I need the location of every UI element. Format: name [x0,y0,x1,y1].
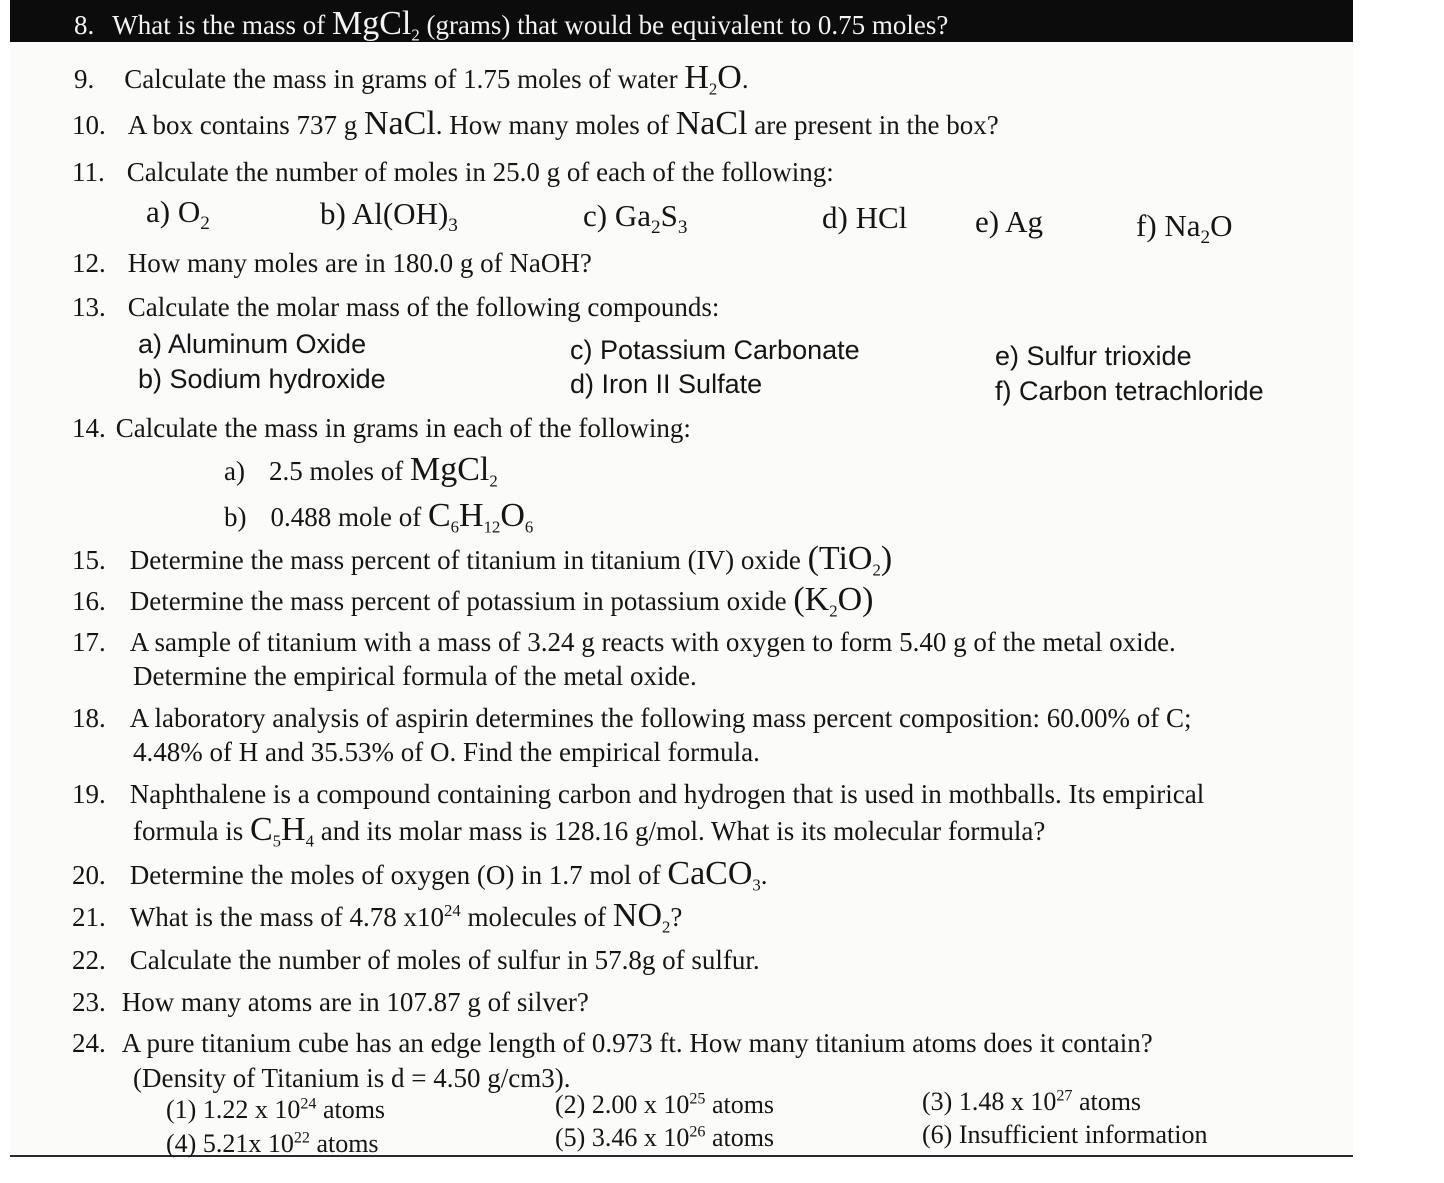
q13-option-e: e) Sulfur trioxide [995,341,1192,371]
answer-choice-3: (3) 1.48 x $10^{27}$ atoms [922,1087,1142,1116]
question-number: 21. [72,902,106,932]
question-17-line-2: Determine the empirical formula of the metal oxide. [133,661,697,691]
q13-option-d: d) Iron II Sulfate [570,369,763,399]
question-number: 10. [72,110,106,140]
question-22: 22. Calculate the number of moles of sulfur in 57.8g of sulfur. [72,945,760,975]
question-number: 14. [72,413,106,443]
question-11: 11. Calculate the number of moles in 25.0 g of each of the following: [72,157,834,187]
question-14: 14. Calculate the mass in grams in each of the following: [72,413,691,443]
q11-option-a: a) $O_2$ [146,194,210,235]
question-19-line-2: formula is $C_5H_4$ and its molar mass is 128.16 g/mol. What is its molecular formula? [133,811,1046,851]
question-17: 17. A sample of titanium with a mass of 3.24 g reacts with oxygen to form 5.40 g of the metal oxide. [72,627,1176,657]
question-8: 8. What is the mass of MgCl$_2$ (grams) that would be equivalent to 0.75 moles? [74,5,949,45]
question-number: 20. [72,860,106,890]
question-number: 24. [72,1028,106,1058]
question-20: 20. Determine the moles of oxygen (O) in 1.7 mol of CaCO$_3$. [72,855,768,895]
q11-option-d: d) HCl [822,200,908,235]
answer-choice-1: (1) 1.22 x $10^{24}$ atoms [166,1095,386,1124]
q13-option-a: a) Aluminum Oxide [138,329,367,359]
question-18-line-2: 4.48% of H and 35.53% of O. Find the empirical formula. [133,737,760,767]
question-24: 24. A pure titanium cube has an edge length of 0.973 ft. How many titanium atoms does it contain? [72,1028,1153,1058]
question-number: 11. [72,157,105,187]
question-19: 19. Naphthalene is a compound containing carbon and hydrogen that is used in mothballs. Its empirical [72,779,1205,809]
question-10: 10. A box contains 737 g NaCl. How many moles of NaCl are present in the box? [72,105,999,142]
question-12: 12. How many moles are in 180.0 g of NaOH? [72,248,592,278]
q11-option-f: f) $Na_2O$ [1136,208,1233,249]
q14-option-a: a) 2.5 moles of MgCl$_2$ [224,451,498,491]
q13-option-c: c) Potassium Carbonate [570,335,860,365]
q11-option-c: c) $Ga_2S_3$ [583,198,688,239]
question-number: 12. [72,248,106,278]
question-24-line-2: (Density of Titanium is d = 4.50 g/cm3). [133,1063,571,1093]
question-9: 9. Calculate the mass in grams of 1.75 moles of water $H_2O$. [74,59,749,99]
question-number: 8. [74,10,95,40]
question-number: 15. [72,545,106,575]
question-number: 19. [72,779,106,809]
question-13: 13. Calculate the molar mass of the following compounds: [72,292,720,322]
question-number: 13. [72,292,106,322]
q11-option-b: b) $Al(OH)_3$ [320,196,458,237]
question-number: 18. [72,703,106,733]
question-number: 23. [72,987,106,1017]
question-23: 23. How many atoms are in 107.87 g of silver? [72,987,589,1017]
q13-option-b: b) Sodium hydroxide [138,364,386,394]
answer-choice-5: (5) 3.46 x $10^{26}$ atoms [555,1123,775,1152]
question-15: 15. Determine the mass percent of titanium in titanium (IV) oxide (TiO$_2$) [72,540,893,580]
question-16: 16. Determine the mass percent of potassium in potassium oxide $(K_2O)$ [72,581,874,621]
answer-choice-4: (4) 5.21x $10^{22}$ atoms [166,1129,379,1158]
question-number: 17. [72,627,106,657]
question-18: 18. A laboratory analysis of aspirin determines the following mass percent composition: 60.00% of C; [72,703,1192,733]
q11-option-e: e) Ag [975,204,1044,239]
q14-option-b: b) 0.488 mole of $C_6H_{12}O_6$ [224,497,534,537]
answer-choice-2: (2) 2.00 x $10^{25}$ atoms [555,1090,775,1119]
answer-choice-6: (6) Insufficient information [922,1120,1208,1149]
question-number: 22. [72,945,106,975]
question-number: 16. [72,586,106,616]
question-21: 21. What is the mass of 4.78 $x10^{24}$ molecules of $NO_2$? [72,897,683,937]
q13-option-f: f) Carbon tetrachloride [995,376,1264,406]
question-number: 9. [74,64,95,94]
